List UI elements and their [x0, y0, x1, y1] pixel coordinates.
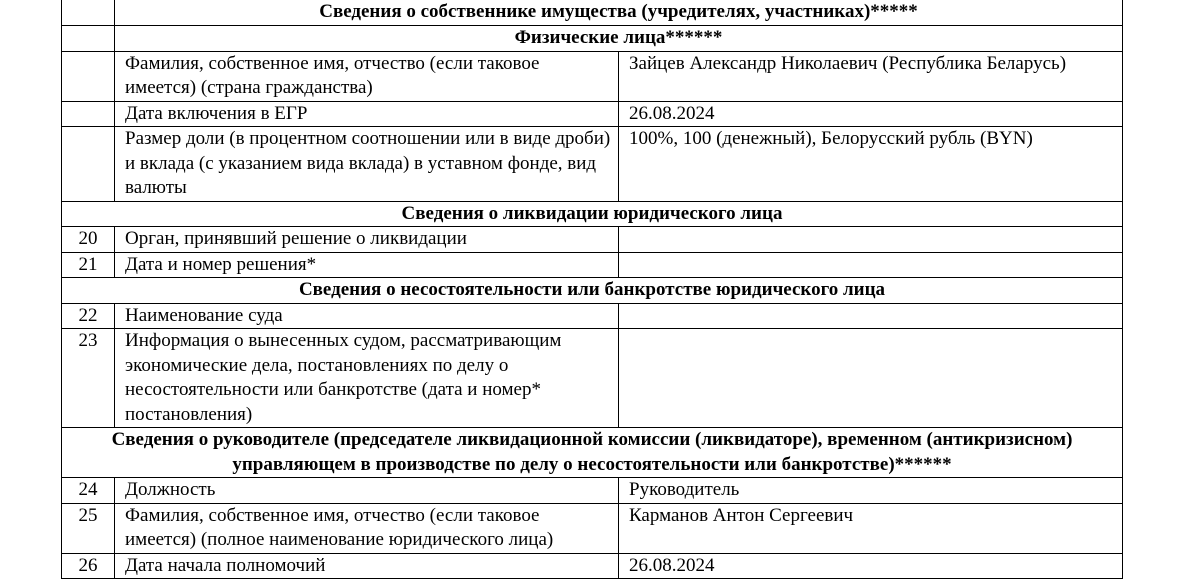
registry-extract-table [61, 0, 1123, 579]
field-label: Наименование суда [115, 303, 619, 329]
field-value: 100%, 100 (денежный), Белорусский рубль (BYN) [619, 127, 1123, 202]
row-number [62, 0, 115, 26]
field-value [619, 329, 1123, 428]
row-number [62, 51, 115, 101]
row-number: 20 [62, 227, 115, 253]
field-value: Зайцев Александр Николаевич (Республика Беларусь) [619, 51, 1123, 101]
field-row-share-size [62, 127, 1123, 202]
row-number: 21 [62, 252, 115, 278]
section-row-insolvency [62, 278, 1123, 304]
row-number [62, 101, 115, 127]
field-label: Дата и номер решения* [115, 252, 619, 278]
field-label: Должность [115, 478, 619, 504]
field-value [619, 252, 1123, 278]
field-row-owner-name [62, 51, 1123, 101]
field-value [619, 227, 1123, 253]
row-number: 23 [62, 329, 115, 428]
field-row-25 [62, 503, 1123, 553]
field-label: Дата начала полномочий [115, 553, 619, 579]
field-label: Фамилия, собственное имя, отчество (если таковое имеется) (полное наименование юридического лица) [115, 503, 619, 553]
field-value: 26.08.2024 [619, 553, 1123, 579]
section-title-insolvency: Сведения о несостоятельности или банкротстве юридического лица [62, 278, 1123, 304]
field-row-inclusion-date [62, 101, 1123, 127]
field-label: Дата включения в ЕГР [115, 101, 619, 127]
row-number: 24 [62, 478, 115, 504]
row-number: 26 [62, 553, 115, 579]
field-row-22 [62, 303, 1123, 329]
field-value: 26.08.2024 [619, 101, 1123, 127]
section-row-individuals [62, 26, 1123, 52]
row-number: 22 [62, 303, 115, 329]
field-value [619, 303, 1123, 329]
field-row-24 [62, 478, 1123, 504]
field-row-23 [62, 329, 1123, 428]
field-label: Орган, принявший решение о ликвидации [115, 227, 619, 253]
field-label: Фамилия, собственное имя, отчество (если таковое имеется) (страна гражданства) [115, 51, 619, 101]
row-number [62, 127, 115, 202]
section-title-individuals: Физические лица****** [115, 26, 1123, 52]
field-value: Руководитель [619, 478, 1123, 504]
section-row-liquidation [62, 201, 1123, 227]
row-number [62, 26, 115, 52]
section-title-owner: Сведения о собственнике имущества (учредителях, участниках)***** [115, 0, 1123, 26]
section-title-head: Сведения о руководителе (председателе ликвидационной комиссии (ликвидаторе), временном (антикризисном) управляющем в производстве по делу о несостоятельности или банкротстве)****** [62, 428, 1123, 478]
field-label: Размер доли (в процентном соотношении или в виде дроби) и вклада (с указанием вида вклада) в уставном фонде, вид валюты [115, 127, 619, 202]
field-row-20 [62, 227, 1123, 253]
row-number: 25 [62, 503, 115, 553]
section-row-head [62, 428, 1123, 478]
field-row-26 [62, 553, 1123, 579]
field-row-21 [62, 252, 1123, 278]
section-title-liquidation: Сведения о ликвидации юридического лица [62, 201, 1123, 227]
field-value: Карманов Антон Сергеевич [619, 503, 1123, 553]
field-label: Информация о вынесенных судом, рассматривающим экономические дела, постановлениях по делу о несостоятельности или банкротстве (дата и номер* постановления) [115, 329, 619, 428]
section-row-owner [62, 0, 1123, 26]
